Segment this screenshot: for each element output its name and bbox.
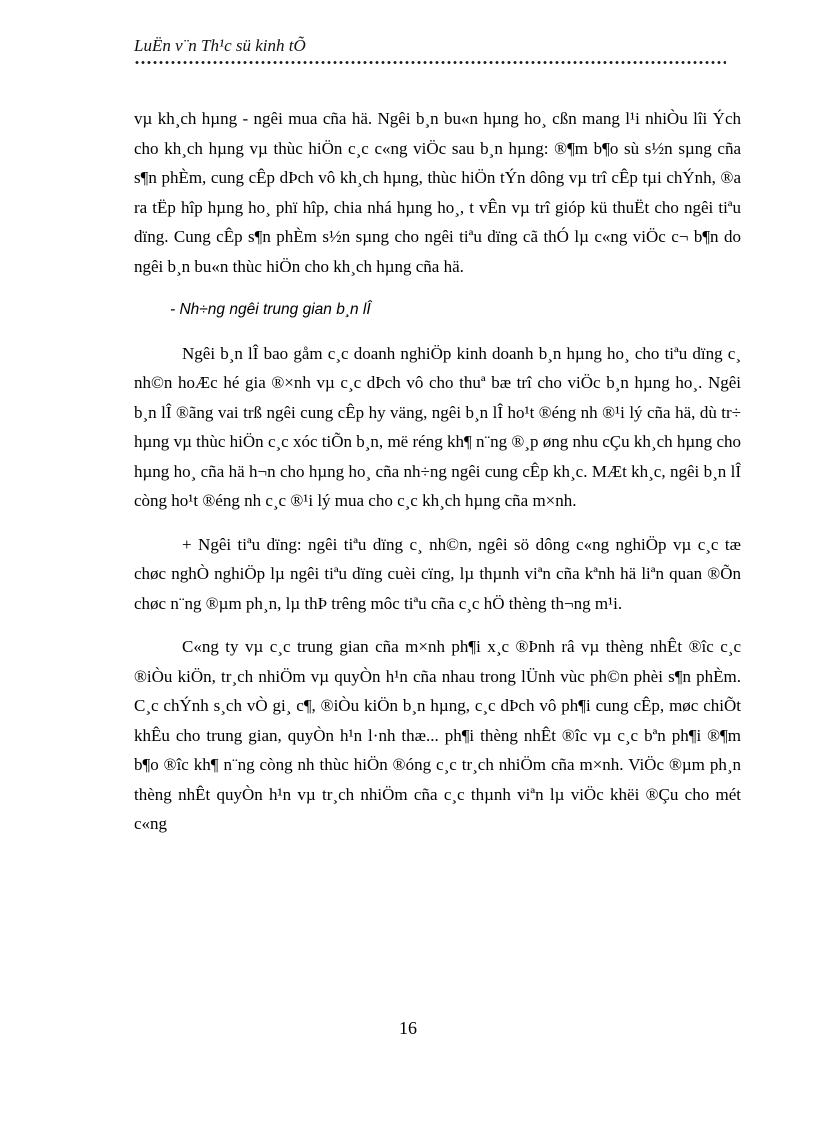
body-text — [134, 104, 741, 853]
header-dotted-rule — [134, 60, 726, 65]
paragraph-consumers: + Ngêi tiªu dïng: ngêi tiªu dïng c¸ nh©n, ngêi sö dông c«ng nghiÖp vµ c¸c tæ chøc nghÒ nghiÖp lµ ngêi tiªu dïng cuèi cïng, lµ thµnh viªn cña kªnh hä liªn quan ®Õn chøc n¨ng ®µm ph¸n, lµ thÞ trêng môc tiªu cña c¸c hÖ thèng th¬ng m¹i. — [134, 534, 741, 613]
page-number: 16 — [399, 1018, 417, 1038]
running-header: LuËn v¨n Th¹c sü kinh tÕ — [134, 36, 306, 55]
subheading-retail-intermediaries: - Nh÷ng ngêi trung gian b¸n lÎ — [170, 301, 371, 318]
paragraph-wholesaler-continued: vµ kh¸ch hµng - ngêi mua cña hä. Ngêi b¸n bu«n hµng ho¸ cßn mang l¹i nhiÒu lîi Ých cho kh¸ch hµng vµ thùc hiÖn c¸c c«ng viÖc sau b¸n hµng: ®¶m b¶o sù s½n sµng cña s¶n phÈm, cung cÊp dÞch vô kh¸ch hµng, thùc hiÖn tÝn dông vµ trî cÊp tµi chÝnh, ®a ra tËp hîp hµng ho¸ phï hîp, chia nhá hµng ho¸, t vÊn vµ trî gióp kü thuËt cho ngêi tiªu dïng. Cung cÊp s¶n phÈm s½n sµng cho ngêi tiªu dïng cã thÓ lµ c«ng viÖc c¬ b¶n do ngêi b¸n bu«n thùc hiÖn cho kh¸ch hµng cña hä. — [134, 109, 741, 276]
paragraph-retailers: Ngêi b¸n lÎ bao gåm c¸c doanh nghiÖp kinh doanh b¸n hµng ho¸ cho tiªu dïng c¸ nh©n hoÆc hé gia ®×nh vµ c¸c dÞch vô cho thuª bæ trî cho viÖc b¸n hµng ho¸. Ngêi b¸n lÎ ®ãng vai trß ngêi cung cÊp hy väng, ngêi b¸n lÎ ho¹t ®éng nh ®¹i lý cña hä, dù tr÷ hµng vµ thùc hiÖn c¸c xóc tiÕn b¸n, më réng kh¶ n¨ng ®¸p øng nhu cÇu kh¸ch hµng cho hµng ho¸ cña hä h¬n cho hµng ho¸ cña nh÷ng ngêi cung cÊp kh¸c. MÆt kh¸c, ngêi b¸n lÎ còng ho¹t ®éng nh c¸c ®¹i lý mua cho c¸c kh¸ch hµng cña m×nh. — [134, 343, 741, 510]
paragraph-company-intermediaries: C«ng ty vµ c¸c trung gian cña m×nh ph¶i x¸c ®Þnh râ vµ thèng nhÊt ®îc c¸c ®iÒu kiÖn, tr¸ch nhiÖm vµ quyÒn h¹n cña nhau trong lÜnh vùc ph©n phèi s¶n phÈm. C¸c chÝnh s¸ch vÒ gi¸ c¶, ®iÒu kiÖn b¸n hµng, c¸c dÞch vô ph¶i cung cÊp, møc chiÕt khÊu cho trung gian, quyÒn h¹n l·nh thæ... ph¶i thèng nhÊt ®îc vµ c¸c bªn ph¶i ®¶m b¶o ®îc kh¶ n¨ng còng nh thùc hiÖn ®óng c¸c tr¸ch nhiÖm cña m×nh. ViÖc ®µm ph¸n thèng nhÊt quyÒn h¹n vµ tr¸ch nhiÖm cña c¸c thµnh viªn lµ viÖc khëi ®Çu cho mét c«ng — [134, 637, 741, 833]
